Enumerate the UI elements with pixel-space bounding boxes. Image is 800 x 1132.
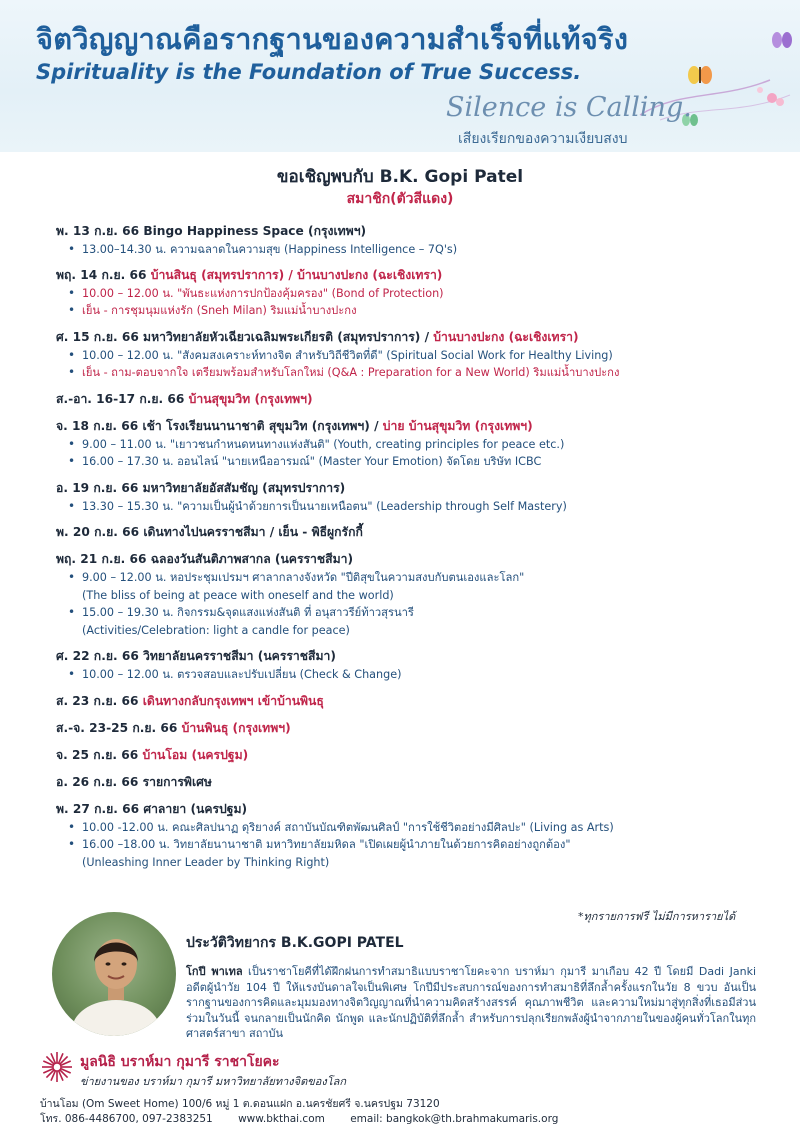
agenda-session: [66, 569, 756, 604]
agenda-day-heading: [56, 328, 756, 347]
session-text: 13.30 – 15.30 น. "ความเป็นผู้นำด้วยการเป็นนายเหนือตน" (Leadership through Self Mastery): [82, 499, 567, 513]
email-link[interactable]: email: bangkok@th.brahmakumaris.org: [350, 1113, 559, 1125]
agenda-day-heading: [56, 417, 756, 436]
agenda-day: [56, 328, 756, 382]
session-translation: (The bliss of being at peace with oneself and the world): [82, 588, 394, 602]
session-text: 15.00 – 19.30 น. กิจกรรม&จุดแสงแห่งสันติ ที่ อนุสาวรีย์ท้าวสุรนารี: [82, 606, 414, 619]
agenda-session: [66, 347, 756, 365]
day-label: ส.-อา. 16-17 ก.ย. 66: [56, 391, 189, 406]
agenda-day: [56, 773, 756, 792]
day-label: อ. 19 ก.ย. 66 มหาวิทยาลัยอัสสัมชัญ (สมุทรปราการ): [56, 480, 346, 495]
free-note: *ทุกรายการฟรี ไม่มีการหารายได้: [578, 910, 736, 923]
agenda-day-heading: [56, 746, 756, 765]
day-label: จ. 25 ก.ย. 66: [56, 747, 143, 762]
tagline: Silence is Calling.: [446, 92, 692, 123]
member-location: บ้านโอม (นครปฐม): [142, 747, 249, 762]
member-location: บ้านพินธุ (กรุงเทพฯ): [181, 720, 291, 735]
phone: โทร. 086-4486700, 097-2383251: [40, 1113, 213, 1125]
day-label: พ. 20 ก.ย. 66 เดินทางไปนครราชสีมา / เย็น - พิธีผูกรักกี้: [56, 525, 363, 539]
agenda-session: [66, 364, 756, 382]
agenda-session: [66, 666, 756, 684]
agenda-session: [66, 436, 756, 454]
day-label: ศ. 15 ก.ย. 66 มหาวิทยาลัยหัวเฉียวเฉลิมพระเกียรติ (สมุทรปราการ) /: [56, 329, 434, 344]
org-name: มูลนิธิ บราห์มา กุมารี ราชาโยคะ: [80, 1054, 280, 1070]
speaker-photo: [52, 912, 176, 1036]
day-label: ส.-จ. 23-25 ก.ย. 66: [56, 720, 182, 735]
agenda-day-heading: [56, 390, 756, 409]
session-translation: (Unleashing Inner Leader by Thinking Right): [82, 855, 330, 869]
session-text: 10.00 -12.00 น. คณะศิลปนาฏ ดุริยางค์ สถาบันบัณฑิตพัฒนศิลป์ "การใช้ชีวิตอย่างมีศิลปะ" (Living as Arts): [82, 820, 614, 834]
lotus-logo-icon: [40, 1050, 74, 1084]
agenda-day: [56, 692, 756, 711]
agenda-session-list: [56, 241, 756, 259]
agenda-list: [56, 214, 756, 871]
agenda-day-heading: [56, 647, 756, 666]
agenda-session: [66, 285, 756, 303]
session-text: 9.00 – 12.00 น. หอประชุมเปรมฯ ศาลากลางจังหวัด "ปีติสุขในความสงบกับตนเองและโลก": [82, 571, 525, 584]
agenda-day: [56, 523, 756, 542]
agenda-day: [56, 647, 756, 684]
agenda-day-heading: [56, 266, 756, 285]
agenda-day-heading: [56, 523, 756, 542]
agenda-day: [56, 746, 756, 765]
agenda-session-list: [56, 666, 756, 684]
title-thai: จิตวิญญาณคือรากฐานของความสำเร็จที่แท้จริง: [36, 22, 629, 56]
agenda-session-list: [56, 436, 756, 471]
agenda-day: [56, 550, 756, 639]
session-text: 10.00 – 12.00 น. ตรวจสอบและปรับเปลี่ยน (Check & Change): [82, 668, 402, 681]
title-english: Spirituality is the Foundation of True Success.: [36, 60, 582, 84]
day-label: ส. 23 ก.ย. 66: [56, 693, 143, 708]
tagline-thai: เสียงเรียกของความเงียบสงบ: [458, 131, 628, 147]
agenda-day: [56, 222, 756, 259]
session-text: เย็น - การชุมนุมแห่งรัก (Sneh Milan) ริมแม่น้ำบางปะกง: [82, 304, 357, 317]
agenda-session: [66, 453, 756, 471]
website-link[interactable]: www.bkthai.com: [238, 1113, 325, 1125]
session-text: 9.00 – 11.00 น. "เยาวชนกำหนดหนทางแห่งสันติ" (Youth, creating principles for peace etc.): [82, 437, 565, 451]
contact-line: [40, 1110, 580, 1127]
agenda-session: [66, 836, 756, 871]
session-translation: (Activities/Celebration: light a candle for peace): [82, 623, 350, 637]
member-location: บ้านสินธุ (สมุทรปราการ) / บ้านบางปะกง (ฉะเชิงเทรา): [150, 267, 443, 282]
agenda-day: [56, 266, 756, 320]
bio-text: [186, 964, 756, 1042]
session-text: 16.00 –18.00 น. วิทยาลัยนานาชาติ มหาวิทยาลัยมหิดล "เปิดเผยผู้นำภายในด้วยการคิดอย่างถูกต้อง": [82, 838, 571, 851]
agenda-session-list: [56, 498, 756, 516]
agenda-day: [56, 479, 756, 516]
address: บ้านโอม (Om Sweet Home) 100/6 หมู่ 1 ต.ดอนแฝก อ.นครชัยศรี จ.นครปฐม 73120: [40, 1098, 440, 1110]
speaker-name: โกปี พาเทล: [186, 965, 243, 978]
bio-title: ประวัติวิทยากร B.K.GOPI PATEL: [186, 935, 404, 951]
session-text: 16.00 – 17.30 น. ออนไลน์ "นายเหนืออารมณ์" (Master Your Emotion) จัดโดย บริษัท ICBC: [82, 455, 542, 468]
header-banner: [0, 0, 800, 152]
agenda-day-heading: [56, 800, 756, 819]
agenda-session: [66, 241, 756, 259]
member-location: บ้านบางปะกง (ฉะเชิงเทรา): [433, 329, 579, 344]
agenda-day: [56, 390, 756, 409]
session-text: 13.00–14.30 น. ความฉลาดในความสุข (Happiness Intelligence – 7Q's): [82, 243, 458, 256]
member-location: บ้านสุขุมวิท (กรุงเทพฯ): [188, 391, 313, 406]
agenda-session-list: [56, 819, 756, 872]
agenda-day-heading: [56, 692, 756, 711]
agenda-day-heading: [56, 550, 756, 569]
session-text: 10.00 – 12.00 น. "สังคมสงเคราะห์ทางจิต สำหรับวิถีชีวิตที่ดี" (Spiritual Social Work for Healthy Living): [82, 348, 613, 362]
agenda-day-heading: [56, 222, 756, 241]
day-label: พฤ. 14 ก.ย. 66: [56, 267, 151, 282]
day-label: ศ. 22 ก.ย. 66 วิทยาลัยนครราชสีมา (นครราชสีมา): [56, 649, 336, 663]
agenda-day: [56, 800, 756, 872]
agenda-day-heading: [56, 719, 756, 738]
day-label: พฤ. 21 ก.ย. 66 ฉลองวันสันติภาพสากล (นครราชสีมา): [56, 552, 354, 566]
agenda-day: [56, 417, 756, 471]
day-label: อ. 26 ก.ย. 66 รายการพิเศษ: [56, 774, 212, 789]
day-label: จ. 18 ก.ย. 66 เช้า โรงเรียนนานาชาติ สุขุมวิท (กรุงเทพฯ) /: [56, 418, 383, 433]
org-subtitle: ข่ายงานของ บราห์มา กุมารี มหาวิทยาลัยทางจิตของโลก: [80, 1075, 347, 1088]
agenda-session: [66, 819, 756, 837]
agenda-session: [66, 302, 756, 320]
agenda-session-list: [56, 347, 756, 382]
session-text: 10.00 – 12.00 น. "พันธะแห่งการปกป้องคุ้มครอง" (Bond of Protection): [82, 286, 444, 300]
agenda-session-list: [56, 569, 756, 639]
day-label: พ. 13 ก.ย. 66 Bingo Happiness Space (กรุงเทพฯ): [56, 224, 367, 238]
agenda-session: [66, 604, 756, 639]
bio-body: เป็นราชาโยคีที่ได้ฝึกฝนการทำสมาธิแบบราชาโยคะจาก บราห์มา กุมารี มาเกือบ 42 ปี โดยมี Dadi Janki อดีตผู้นำวัย 104 ปี ให้แรงบันดาลใจเป็นพิเศษ โกปีมีประสบการณ์ของการทำสมาธิที่ลึกล้ำครั้งแรกในวัย 8 ขวบ อันเป็นรากฐานของการคิดและมุมมองทางจิตวิญญาณที่นำความคิดสร้างสรรค์ คุณภาพชีวิต และความใหม่มาสู่ทุกสิ่งที่เธอมีส่วนร่วมในวันนี้ จนกลายเป็นนักคิด นักพูด และนักปฏิบัติที่ลึกล้ำ สำหรับการปลุกเรียกพลังผู้นำจากภายในของผู้คนทั่วโลกในทุกศาสตร์สาขา สถาบัน: [186, 965, 756, 1040]
agenda-day-heading: [56, 479, 756, 498]
member-location: บ่าย บ้านสุขุมวิท (กรุงเทพฯ): [382, 418, 533, 433]
agenda-day: [56, 719, 756, 738]
session-text: เย็น - ถาม-ตอบจากใจ เตรียมพร้อมสำหรับโลกใหม่ (Q&A : Preparation for a New World) ริมแม่น้ำบางปะกง: [82, 366, 620, 379]
member-location: เดินทางกลับกรุงเทพฯ เข้าบ้านพินธุ: [142, 693, 324, 708]
agenda-session: [66, 498, 756, 516]
invitation-title: ขอเชิญพบกับ B.K. Gopi Patel: [276, 167, 524, 187]
member-legend: สมาชิก(ตัวสีแดง): [346, 191, 454, 207]
day-label: พ. 27 ก.ย. 66 ศาลายา (นครปฐม): [56, 801, 248, 816]
agenda-session-list: [56, 285, 756, 320]
agenda-day-heading: [56, 773, 756, 792]
